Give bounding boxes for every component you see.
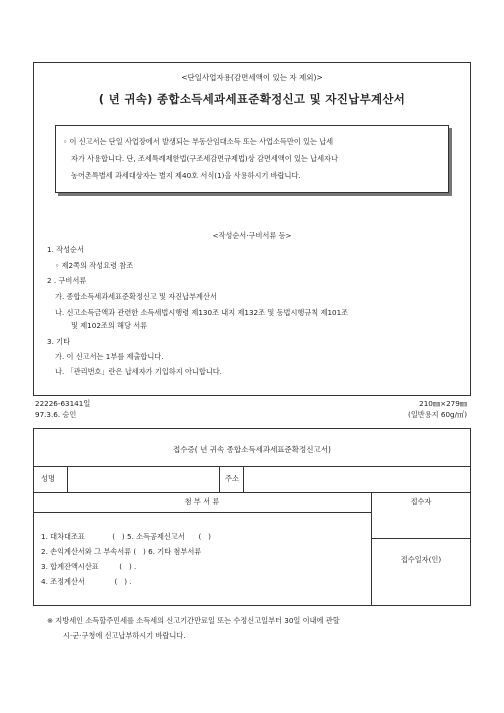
receipt-date-label: 접수일자(인) — [400, 555, 442, 564]
form-code: 22226-63141일 — [35, 399, 91, 408]
docs-header: 첨 부 서 류 — [184, 497, 220, 506]
divider — [243, 466, 244, 492]
instruction-item: 및 제102조의 해당 서류 — [71, 321, 148, 330]
divider — [33, 466, 471, 467]
form-subtitle: <단일사업자용(감면세액이 있는 자 제외)> — [181, 73, 323, 82]
instruction-item: ◦ 제2쪽의 작성요령 참조 — [55, 261, 134, 270]
instruction-item: 가. 이 신고서는 1부를 제출합니다. — [55, 352, 164, 361]
attached-doc-row: 4. 조정계산서 ( ) . — [41, 577, 132, 586]
instructions-heading: <작성순서·구비서류 등> — [212, 231, 292, 240]
receipt-title: 접수증( 년 귀속 종합소득세과세표준확정신고서) — [173, 445, 331, 454]
approval-date: 97.3.6. 승인 — [35, 410, 77, 419]
divider — [371, 538, 471, 539]
resident-tax-note-line-1: ※ 지방세인 소득할주민세를 소득세의 신고기간만료일 또는 수정신고일부터 30일 이내에 관할 — [47, 616, 340, 625]
instruction-item: 2 . 구비서류 — [47, 276, 87, 285]
attached-doc-row: 1. 대차대조표 ( ) 5. 소득공제신고서 ( ) — [41, 532, 211, 541]
attached-doc-row: 3. 합계잔액시산표 ( ) . — [41, 562, 137, 571]
resident-tax-note-line-2: 시·군·구청에 신고납부하시기 바랍니다. — [63, 631, 186, 640]
paper-spec: (일반용지 60g/㎡) — [408, 410, 467, 419]
divider — [67, 466, 68, 492]
form-title: ( 년 귀속) 종합소득세과세표준확정신고 및 자진납부계산서 — [98, 92, 406, 106]
instruction-item: 1. 작성순서 — [47, 245, 84, 254]
attached-doc-row: 2. 손익계산서와 그 부속서류 ( ) 6. 기타 첨부서류 — [41, 547, 202, 556]
divider — [33, 492, 471, 493]
receiver-header: 접수자 — [410, 497, 432, 506]
divider — [219, 466, 220, 492]
upper-form-frame — [33, 62, 471, 396]
instruction-item: 가. 종합소득세과세표준확정신고 및 자진납부계산서 — [55, 292, 217, 301]
instruction-item: 3. 기타 — [47, 337, 71, 346]
notice-line-3: 농어촌특별세 과세대상자는 별지 제40호 서식(1)을 사용하시기 바랍니다. — [71, 171, 301, 180]
divider — [33, 512, 371, 513]
instruction-item: 나. 신고소득금액과 관련한 소득세법시행령 제130조 내지 제132조 및 동법시행규칙 제101조 — [55, 308, 349, 317]
address-label: 주소 — [225, 474, 239, 483]
instruction-item: 나. 「관리번호」란은 납세자가 기입하지 아니합니다. — [55, 367, 222, 376]
paper-size: 210㎜×279㎜ — [419, 399, 467, 408]
name-label: 성명 — [41, 474, 55, 483]
notice-line-1: ◦ 이 신고서는 단일 사업장에서 발생되는 부동산임대소득 또는 사업소득만이 있는 납세 — [63, 137, 334, 146]
divider — [371, 492, 372, 606]
notice-line-2: 자가 사용합니다. 단, 조세특례제한법(구조세감면규제법)상 감면세액이 있는 납세자나 — [71, 154, 338, 163]
